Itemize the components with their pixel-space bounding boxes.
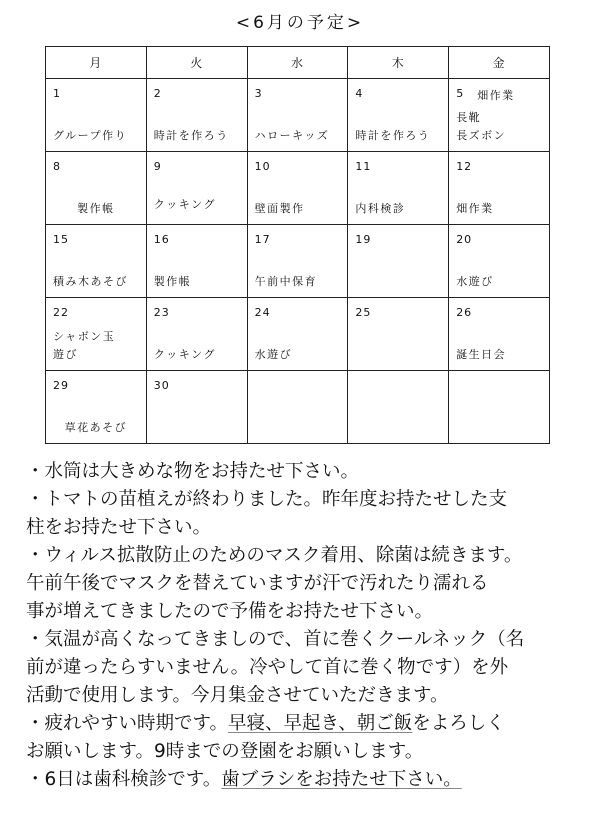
calendar-day-cell [247, 298, 348, 371]
calendar-day-cell [46, 152, 147, 225]
day-number: 3 [254, 87, 263, 100]
day-number: 12 [456, 160, 473, 173]
day-number: 20 [456, 233, 473, 246]
note-dental-underlined: 歯ブラシをお持たせ下さい。 [221, 769, 462, 790]
weekday-wed: 水 [247, 47, 348, 79]
day-event: 誕生日会 [456, 348, 507, 361]
day-number: 9 [153, 160, 162, 173]
calendar-day-cell [146, 152, 247, 225]
calendar-day-cell [247, 371, 348, 444]
calendar-day-cell [348, 152, 449, 225]
calendar-table [45, 46, 550, 444]
note-sleep-pre: ・疲れやすい時期です。 [26, 713, 229, 734]
day-event: 製作帳 [153, 275, 192, 288]
calendar-day-cell [146, 298, 247, 371]
weekday-mon: 月 [46, 47, 147, 79]
day-number: 5 [456, 87, 465, 100]
note-sleep-underlined: 早寝、早起き、朝ご飯 [228, 713, 413, 734]
calendar-day-cell [247, 225, 348, 298]
day-number: 30 [153, 379, 170, 392]
day-number: 15 [53, 233, 69, 246]
note-sleep-line2: お願いします。9時までの登園をお願いします。 [26, 741, 424, 762]
calendar-week-row [46, 79, 550, 152]
day-number: 23 [153, 306, 170, 319]
day-event: 時計を作ろう [355, 129, 431, 142]
note-tomato-line2: 柱をお持たせ下さい。 [26, 517, 212, 538]
notes-section [26, 458, 586, 794]
day-number: 2 [153, 87, 162, 100]
day-event: 草花あそび [64, 421, 128, 434]
day-event: 水遊び [456, 275, 494, 288]
day-event: 時計を作ろう [153, 129, 229, 142]
calendar-day-cell [348, 371, 449, 444]
calendar-day-cell [247, 79, 348, 152]
day-event: 壁面製作 [254, 202, 305, 215]
day-number: 29 [53, 379, 69, 392]
day-event: 午前中保育 [254, 275, 318, 288]
calendar-week-row [46, 371, 550, 444]
calendar-day-cell [146, 371, 247, 444]
calendar-day-cell [348, 225, 449, 298]
note-dental-pre: ・6日は歯科検診です。 [26, 769, 222, 790]
calendar-week-row [46, 298, 550, 371]
day-event: 内科検診 [355, 202, 406, 215]
weekday-thu: 木 [348, 47, 449, 79]
calendar-week-row [46, 225, 550, 298]
day-event: クッキング [153, 348, 216, 361]
calendar-day-cell [449, 79, 550, 152]
day-number: 19 [355, 233, 372, 246]
calendar-day-cell [449, 225, 550, 298]
weekday-header-row [46, 47, 550, 79]
day-number: 16 [153, 233, 170, 246]
calendar-week-row [46, 152, 550, 225]
day-event: グループ作り [53, 129, 128, 142]
calendar-day-cell [46, 225, 147, 298]
note-mask-line3: 事が増えてきましたので予備をお持たせ下さい。 [26, 601, 434, 622]
calendar-day-cell [247, 152, 348, 225]
calendar-day-cell [46, 79, 147, 152]
weekday-tue: 火 [146, 47, 247, 79]
note-tomato-line1: ・トマトの苗植えが終わりました。昨年度お持たせした支 [26, 489, 508, 510]
calendar-day-cell [449, 371, 550, 444]
note-coolneck-line2: 前が違ったらすいません。冷やして首に巻く物です）を外 [26, 657, 509, 678]
calendar-day-cell [449, 152, 550, 225]
day-event: ハローキッズ [254, 129, 330, 142]
note-sleep-post: をよろしく [412, 713, 505, 734]
calendar-day-cell [146, 79, 247, 152]
day-event: 積み木あそび [53, 275, 128, 288]
day-number: 22 [53, 306, 69, 319]
day-event: 水遊び [254, 348, 293, 361]
day-number: 26 [456, 306, 473, 319]
weekday-fri: 金 [449, 47, 550, 79]
day-number: 1 [53, 87, 61, 100]
calendar-day-cell [348, 79, 449, 152]
calendar-day-cell [46, 298, 147, 371]
page-title: <6月の予定> [235, 13, 365, 33]
note-sleep-line1 [26, 710, 586, 738]
calendar-day-cell [348, 298, 449, 371]
note-bottle: ・水筒は大きめな物をお持たせ下さい。 [26, 461, 360, 482]
day-event: 畑作業 [456, 202, 494, 215]
day-number: 4 [355, 87, 364, 100]
day-number: 11 [355, 160, 372, 173]
day-number: 10 [254, 160, 271, 173]
day-event: シャボン玉 遊び [53, 330, 116, 361]
day-number: 17 [254, 233, 271, 246]
note-coolneck-line1: ・気温が高くなってきましので、首に巻くクールネック（名 [26, 629, 525, 650]
day-number: 8 [53, 160, 61, 173]
day-number: 25 [355, 306, 372, 319]
day-number: 24 [254, 306, 271, 319]
note-mask-line1: ・ウィルス拡散防止のためのマスク着用、除菌は続きます。 [26, 545, 523, 566]
calendar-day-cell [146, 225, 247, 298]
note-coolneck-line3: 活動で使用します。今月集金させていただきます。 [26, 685, 449, 706]
note-dental [26, 766, 586, 794]
day-event: 長靴 長ズボン [456, 111, 507, 142]
day-top-note: 畑作業 [477, 89, 515, 102]
note-mask-line2: 午前午後でマスクを替えていますが汗で汚れたり濡れる [26, 573, 489, 594]
day-event: 製作帳 [77, 202, 115, 215]
calendar-day-cell [449, 298, 550, 371]
day-event: クッキング [153, 198, 216, 211]
calendar-day-cell [46, 371, 147, 444]
